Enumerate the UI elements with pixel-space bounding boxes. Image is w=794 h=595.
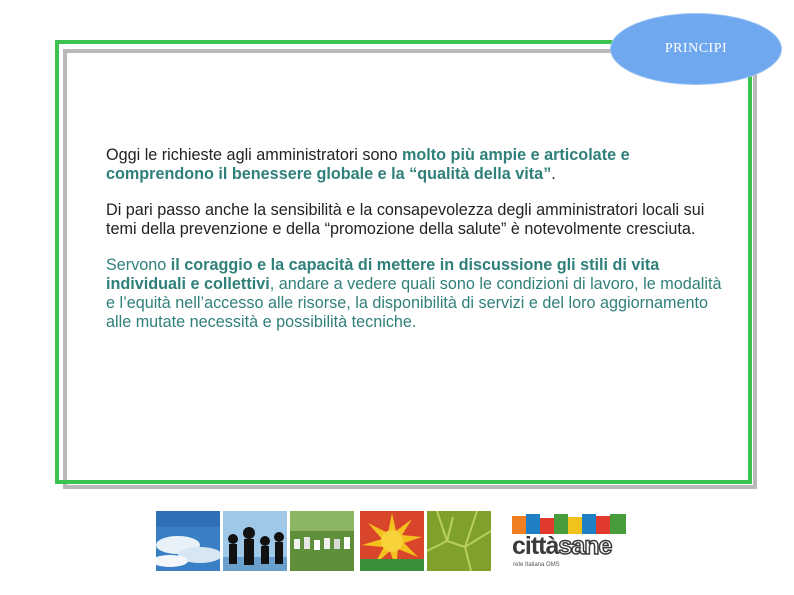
people-on-grass-image xyxy=(290,511,354,571)
paragraph-1-end: . xyxy=(551,165,556,183)
paragraph-1-highlight: molto più ampie e articolate e comprendono il benessere globale e la “qualità della vita” xyxy=(106,146,630,183)
logo-subtitle: rete Italiana OMS xyxy=(513,562,560,568)
slide-body xyxy=(106,146,726,349)
paragraph-3-end: , andare a vedere quali sono le condizioni di lavoro, le modalità e l’equità nell’accesso alle risorse, la disponibilità di servizi e del loro aggiornamento alle mutate necessità e possibilità tecniche. xyxy=(106,275,722,331)
paragraph-3-text: Servono xyxy=(106,256,171,274)
paragraph-1-text: Oggi le richieste agli amministratori sono xyxy=(106,146,402,164)
section-badge xyxy=(610,13,782,85)
image-strip xyxy=(0,511,794,571)
paragraph-3-highlight: il coraggio e la capacità di mettere in discussione gli stili di vita individuali e collettivi xyxy=(106,256,660,293)
badge-label: PRINCIPI xyxy=(664,41,728,56)
logo-wordmark xyxy=(512,532,611,561)
cittasane-logo xyxy=(512,514,630,572)
paragraph-2: Di pari passo anche la sensibilità e la consapevolezza degli amministratori locali sui temi della prevenzione e della “promozione della salute” è notevolmente cresciuta. xyxy=(106,201,705,238)
children-silhouettes-image xyxy=(223,511,287,571)
logo-word-accent: sane xyxy=(558,532,612,560)
paragraph-1 xyxy=(106,146,726,184)
logo-word-main: città xyxy=(512,532,559,560)
green-leaf-image xyxy=(427,511,491,571)
sun-drawing-image xyxy=(360,511,424,571)
paragraph-3 xyxy=(106,256,726,332)
sky-clouds-image xyxy=(156,511,220,571)
